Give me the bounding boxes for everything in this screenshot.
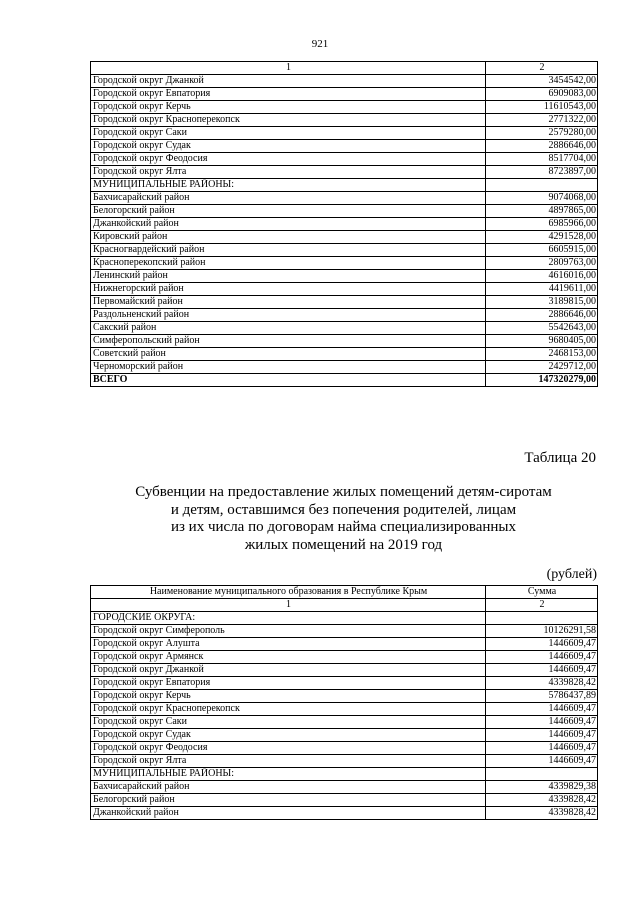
row-value: 3189815,00 (486, 296, 598, 309)
table-row (91, 348, 598, 361)
row-name: Красноперекопский район (91, 257, 486, 270)
row-value: 4291528,00 (486, 231, 598, 244)
table-row (91, 309, 598, 322)
row-value (486, 179, 598, 192)
row-value: 8517704,00 (486, 153, 598, 166)
row-value: 6909083,00 (486, 88, 598, 101)
row-name: Первомайский район (91, 296, 486, 309)
table-row (91, 664, 598, 677)
column-number-row (91, 599, 598, 612)
row-value: 4897865,00 (486, 205, 598, 218)
table-row (91, 716, 598, 729)
table-row (91, 270, 598, 283)
table-row (91, 638, 598, 651)
table-row (91, 374, 598, 387)
table-row (91, 218, 598, 231)
row-name: Сакский район (91, 322, 486, 335)
row-name: Городской округ Алушта (91, 638, 486, 651)
table-row (91, 807, 598, 820)
row-name: Симферопольский район (91, 335, 486, 348)
table-row (91, 192, 598, 205)
row-name: Джанкойский район (91, 218, 486, 231)
table-row (91, 781, 598, 794)
row-name: Ленинский район (91, 270, 486, 283)
row-name: Кировский район (91, 231, 486, 244)
header-row (91, 586, 598, 599)
table-row (91, 88, 598, 101)
table-row (91, 153, 598, 166)
row-value: 2468153,00 (486, 348, 598, 361)
table-row (91, 361, 598, 374)
row-value: 1446609,47 (486, 716, 598, 729)
unit-label: (рублей) (546, 567, 597, 582)
row-value: 1446609,47 (486, 638, 598, 651)
row-value: 10126291,58 (486, 625, 598, 638)
table-row (91, 651, 598, 664)
row-name: Городской округ Симферополь (91, 625, 486, 638)
table-row (91, 322, 598, 335)
row-value: 4339829,38 (486, 781, 598, 794)
row-value: 4339828,42 (486, 807, 598, 820)
row-name: Черноморский район (91, 361, 486, 374)
row-name: МУНИЦИПАЛЬНЫЕ РАЙОНЫ: (91, 179, 486, 192)
row-value: 3454542,00 (486, 75, 598, 88)
table-row (91, 335, 598, 348)
column-number: 2 (486, 599, 598, 612)
row-name: Городской округ Феодосия (91, 742, 486, 755)
row-name: МУНИЦИПАЛЬНЫЕ РАЙОНЫ: (91, 768, 486, 781)
row-name: Городской округ Феодосия (91, 153, 486, 166)
table-row (91, 140, 598, 153)
table-row (91, 677, 598, 690)
row-value: 8723897,00 (486, 166, 598, 179)
table-row (91, 729, 598, 742)
row-value: 1446609,47 (486, 742, 598, 755)
row-value: 6605915,00 (486, 244, 598, 257)
row-name: ГОРОДСКИЕ ОКРУГА: (91, 612, 486, 625)
row-value: 1446609,47 (486, 755, 598, 768)
row-value: 2809763,00 (486, 257, 598, 270)
subsidy-table-continued (90, 61, 598, 387)
column-number: 1 (91, 62, 486, 75)
table-row (91, 283, 598, 296)
table-row (91, 768, 598, 781)
row-name: Раздольненский район (91, 309, 486, 322)
row-name: Городской округ Ялта (91, 755, 486, 768)
column-number: 2 (486, 62, 598, 75)
row-value: 1446609,47 (486, 651, 598, 664)
page-number: 921 (311, 38, 329, 50)
row-value: 4616016,00 (486, 270, 598, 283)
row-name: Белогорский район (91, 794, 486, 807)
row-name: Городской округ Красноперекопск (91, 114, 486, 127)
row-value: 4419611,00 (486, 283, 598, 296)
row-name: Нижнегорский район (91, 283, 486, 296)
row-value: 4339828,42 (486, 677, 598, 690)
table-row (91, 755, 598, 768)
row-name: Городской округ Джанкой (91, 75, 486, 88)
row-name: Городской округ Саки (91, 127, 486, 140)
row-name: Городской округ Красноперекопск (91, 703, 486, 716)
column-number: 1 (91, 599, 486, 612)
table-row (91, 101, 598, 114)
title-line: Субвенции на предоставление жилых помещений детям-сиротам (135, 484, 552, 500)
table-row (91, 625, 598, 638)
row-name: Красногвардейский район (91, 244, 486, 257)
table-row (91, 114, 598, 127)
table-row (91, 205, 598, 218)
row-value: 1446609,47 (486, 664, 598, 677)
title-line: из их числа по договорам найма специализированных (170, 519, 516, 535)
row-value (486, 768, 598, 781)
table-row (91, 166, 598, 179)
row-value: 11610543,00 (486, 101, 598, 114)
table-row (91, 296, 598, 309)
table-row (91, 703, 598, 716)
row-value: 2429712,00 (486, 361, 598, 374)
row-value: 2771322,00 (486, 114, 598, 127)
row-name: Белогорский район (91, 205, 486, 218)
table-row (91, 244, 598, 257)
row-value: 1446609,47 (486, 703, 598, 716)
column-number-row (91, 62, 598, 75)
orphan-housing-subsidy-table (90, 585, 598, 820)
row-value: 2886646,00 (486, 309, 598, 322)
table-row (91, 257, 598, 270)
row-value: 2886646,00 (486, 140, 598, 153)
row-value: 5542643,00 (486, 322, 598, 335)
row-name: Городской округ Джанкой (91, 664, 486, 677)
table-row (91, 179, 598, 192)
row-name: Советский район (91, 348, 486, 361)
row-name: Городской округ Судак (91, 729, 486, 742)
row-value: 4339828,42 (486, 794, 598, 807)
row-name: Бахчисарайский район (91, 781, 486, 794)
row-value: 1446609,47 (486, 729, 598, 742)
row-value: 5786437,89 (486, 690, 598, 703)
table-row (91, 794, 598, 807)
row-value: 6985966,00 (486, 218, 598, 231)
row-name: Городской округ Керчь (91, 101, 486, 114)
row-name: Бахчисарайский район (91, 192, 486, 205)
row-name: Городской округ Керчь (91, 690, 486, 703)
table-row (91, 690, 598, 703)
row-name: Городской округ Евпатория (91, 677, 486, 690)
table-row (91, 75, 598, 88)
title-line: жилых помещений на 2019 год (244, 536, 443, 553)
row-name: Городской округ Армянск (91, 651, 486, 664)
table-title (90, 484, 597, 554)
row-name: Городской округ Евпатория (91, 88, 486, 101)
row-name: Городской округ Саки (91, 716, 486, 729)
row-name: Городской округ Судак (91, 140, 486, 153)
table-row (91, 127, 598, 140)
table-row (91, 612, 598, 625)
table-row (91, 742, 598, 755)
title-line: и детям, оставшимся без попечения родителей, лицам (170, 501, 517, 518)
row-value: 147320279,00 (486, 374, 598, 387)
column-header: Сумма (486, 586, 598, 599)
table-label: Таблица 20 (524, 450, 596, 466)
column-header: Наименование муниципального образования в Республике Крым (91, 586, 486, 599)
row-value: 9074068,00 (486, 192, 598, 205)
row-value (486, 612, 598, 625)
row-value: 9680405,00 (486, 335, 598, 348)
row-name: Джанкойский район (91, 807, 486, 820)
row-name: Городской округ Ялта (91, 166, 486, 179)
table-row (91, 231, 598, 244)
row-name: ВСЕГО (91, 374, 486, 387)
row-value: 2579280,00 (486, 127, 598, 140)
